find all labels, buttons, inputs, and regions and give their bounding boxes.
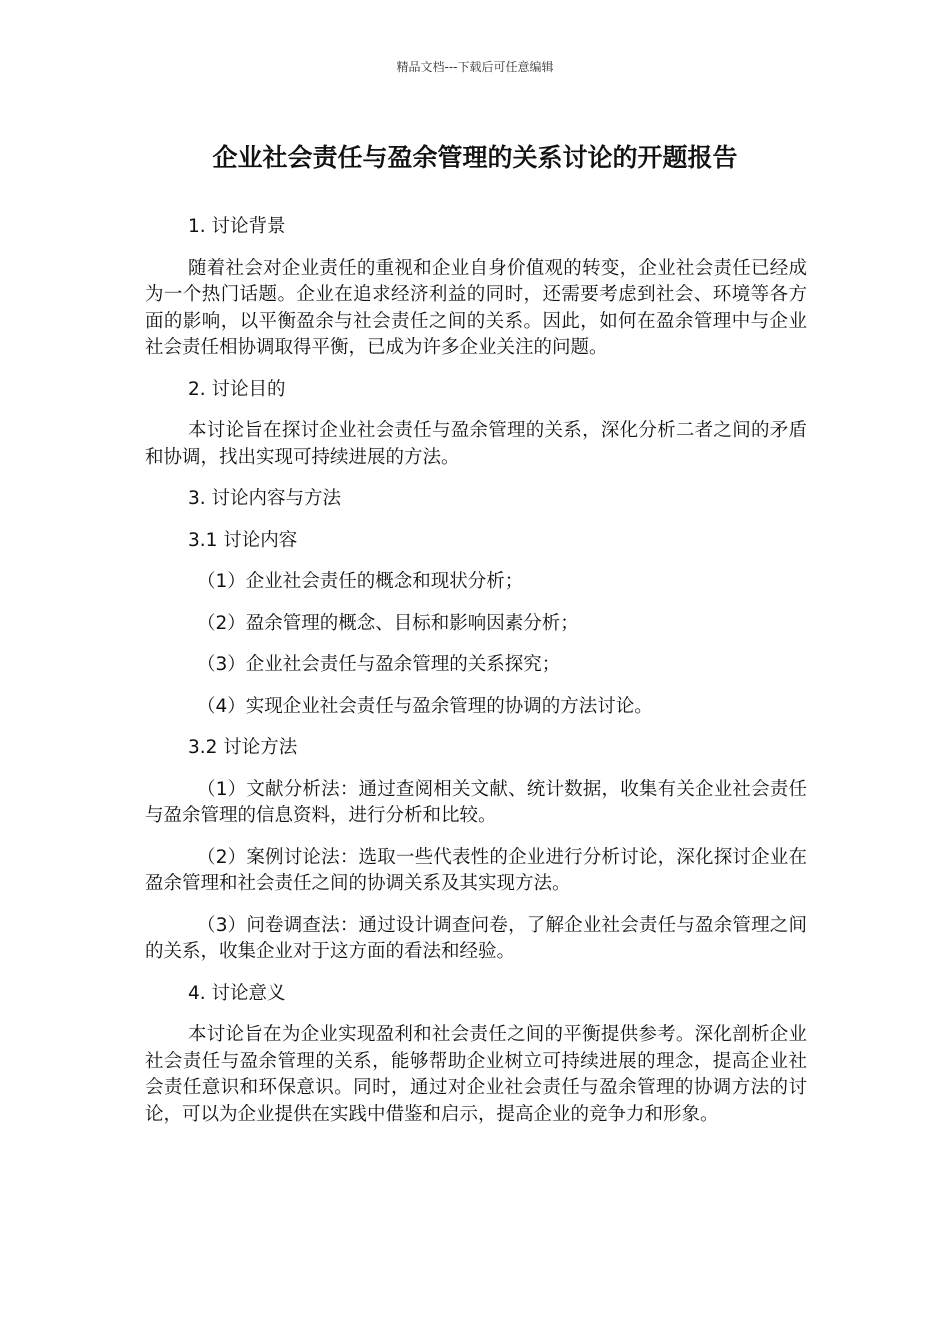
section-heading-background: 1. 讨论背景 [188, 216, 286, 237]
significance-paragraph: 本讨论旨在为企业实现盈利和社会责任之间的平衡提供参考。深化剖析企业社会责任与盈余管理的关系，能够帮助企业树立可持续进展的理念，提高企业社会责任意识和环保意识。同时，通过对企业社会责任与盈余管理的协调方法的讨论，可以为企业提供在实践中借鉴和启示，提高企业的竞争力和形象。 [145, 1024, 807, 1125]
content-list-item: （4）实现企业社会责任与盈余管理的协调的方法讨论。 [197, 695, 653, 717]
subsection-heading-methods: 3.2 讨论方法 [188, 737, 298, 758]
method-paragraph: （2）案例讨论法：选取一些代表性的企业进行分析讨论，深化探讨企业在盈余管理和社会责任之间的协调关系及其实现方法。 [145, 846, 807, 894]
method-paragraph: （1）文献分析法：通过查阅相关文献、统计数据，收集有关企业社会责任与盈余管理的信息资料，进行分析和比较。 [145, 778, 807, 826]
section-heading-content-method: 3. 讨论内容与方法 [188, 488, 342, 509]
content-list-item: （2）盈余管理的概念、目标和影响因素分析； [197, 612, 579, 634]
background-paragraph: 随着社会对企业责任的重视和企业自身价值观的转变，企业社会责任已经成为一个热门话题。企业在追求经济利益的同时，还需要考虑到社会、环境等各方面的影响，以平衡盈余与社会责任之间的关系。因此，如何在盈余管理中与企业社会责任相协调取得平衡，已成为许多企业关注的问题。 [145, 257, 807, 358]
content-list-item: （3）企业社会责任与盈余管理的关系探究； [197, 654, 561, 675]
document-body [145, 214, 807, 1143]
section-heading-significance: 4. 讨论意义 [188, 982, 286, 1004]
subsection-heading-content: 3.1 讨论内容 [188, 529, 298, 551]
method-paragraph: （3）问卷调查法：通过设计调查问卷，了解企业社会责任与盈余管理之间的关系，收集企业对于这方面的看法和经验。 [145, 914, 807, 962]
section-heading-purpose: 2. 讨论目的 [188, 378, 286, 400]
document-title: 企业社会责任与盈余管理的关系讨论的开题报告 [212, 143, 738, 172]
content-list-item: （1）企业社会责任的概念和现状分析； [197, 571, 524, 592]
header-note: 精品文档---下载后可任意编辑 [396, 60, 554, 74]
purpose-paragraph: 本讨论旨在探讨企业社会责任与盈余管理的关系，深化分析二者之间的矛盾和协调，找出实现可持续进展的方法。 [145, 420, 807, 468]
